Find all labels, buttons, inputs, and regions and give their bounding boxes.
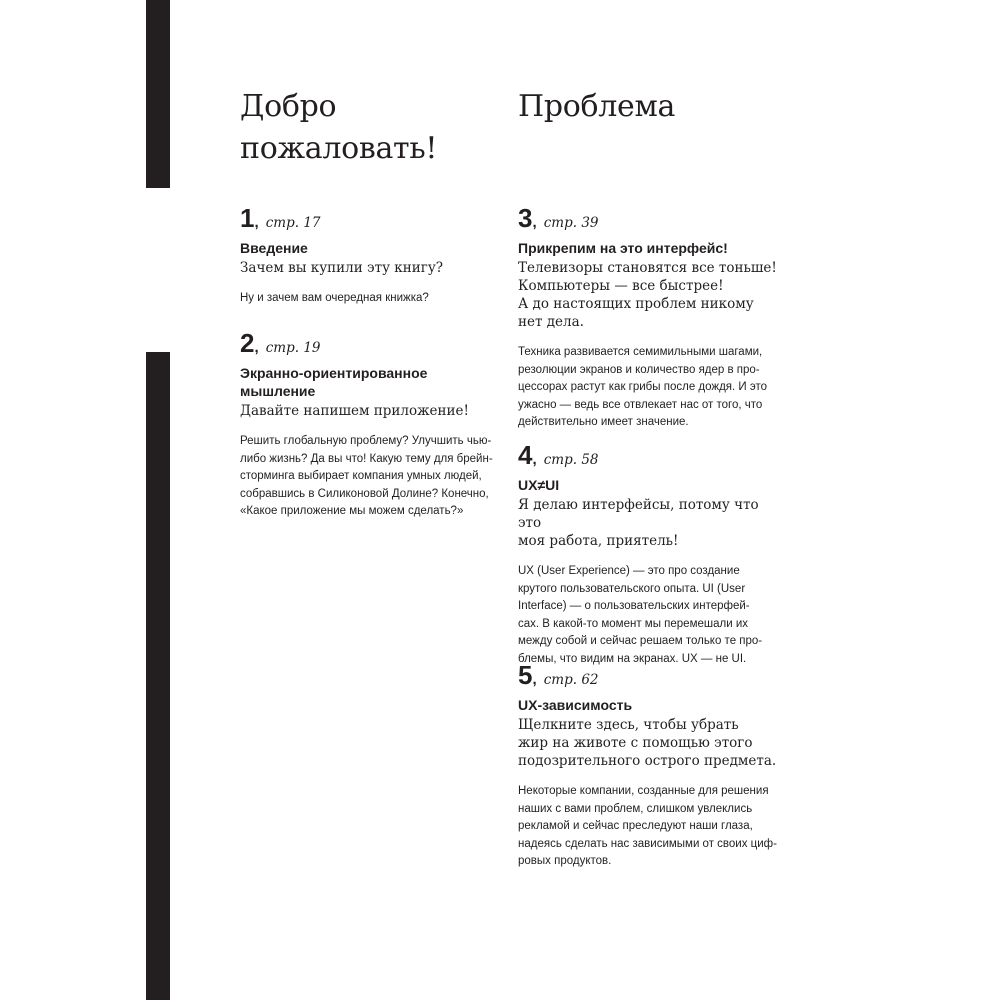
entry-description: UX (User Experience) — это про создание крутого пользовательского опыта. UI (User Interface) — о пользовательских интерфей- сах. В какой-то момент мы перемешали их между собой и сейчас решаем только те про- блемы, что видим на экранах. UX — не UI. xyxy=(518,565,763,665)
chapter-number: 5 xyxy=(518,660,533,690)
chapter-page: стр. 17 xyxy=(265,215,321,231)
decorative-bar-bottom xyxy=(146,352,170,1000)
entry-tagline: Зачем вы купили эту книгу? xyxy=(240,260,443,276)
entry-description: Техника развивается семимильными шагами, резолюции экранов и количество ядер в про- цессорах растут как грибы после дождя. И это ужасно — ведь все отвлекает нас от того, что действительно имеет значение. xyxy=(518,346,768,428)
entry-title: UX≠UI xyxy=(518,477,560,493)
entry-tagline: Я делаю интерфейсы, потому что это моя работа, приятель! xyxy=(518,497,759,549)
chapter-page: стр. 58 xyxy=(543,452,599,468)
section-title-welcome: Добро пожаловать! xyxy=(240,89,438,166)
entry-tagline: Телевизоры становятся все тоньше! Компьютеры — все быстрее! А до настоящих проблем никому нет дела. xyxy=(518,260,777,330)
entry-title: Прикрепим на это интерфейс! xyxy=(518,240,728,256)
entry-description: Некоторые компании, созданные для решения наших с вами проблем, слишком увлеклись рекламой и сейчас преследуют наши глаза, надеясь сделать нас зависимыми от своих циф- ровых продуктов. xyxy=(518,785,777,867)
chapter-reference: 2, стр. 19 xyxy=(240,328,321,358)
toc-entry-4[interactable] xyxy=(518,440,780,668)
entry-title: UX-зависимость xyxy=(518,697,633,713)
decorative-bar-top xyxy=(146,0,170,188)
toc-entry-2[interactable] xyxy=(240,328,502,521)
chapter-number: 1 xyxy=(240,203,255,233)
toc-entry-5[interactable] xyxy=(518,660,780,871)
chapter-page: стр. 39 xyxy=(543,215,599,231)
chapter-page: стр. 62 xyxy=(543,672,599,688)
chapter-reference: 3, стр. 39 xyxy=(518,203,599,233)
toc-entry-1[interactable] xyxy=(240,203,502,308)
entry-description: Ну и зачем вам очередная книжка? xyxy=(240,292,429,304)
chapter-reference: 4, стр. 58 xyxy=(518,440,599,470)
chapter-page: стр. 19 xyxy=(265,340,321,356)
chapter-reference: 5, стр. 62 xyxy=(518,660,599,690)
entry-description: Решить глобальную проблему? Улучшить чью- либо жизнь? Да вы что! Какую тему для брейн- сторминга выбирает компания умных людей, собравшись в Силиконовой Долине? Конечно, «Какое приложение мы можем сделать?» xyxy=(240,435,493,517)
chapter-number: 4 xyxy=(518,440,533,470)
chapter-number: 2 xyxy=(240,328,255,358)
entry-title: Экранно-ориентированное мышление xyxy=(240,365,428,399)
entry-tagline: Давайте напишем приложение! xyxy=(240,403,469,419)
section-title-problem: Проблема xyxy=(518,89,676,124)
chapter-reference: 1, стр. 17 xyxy=(240,203,321,233)
entry-tagline: Щелкните здесь, чтобы убрать жир на животе с помощью этого подозрительного острого предмета. xyxy=(518,717,777,769)
chapter-number: 3 xyxy=(518,203,533,233)
entry-title: Введение xyxy=(240,240,308,256)
toc-entry-3[interactable] xyxy=(518,203,780,432)
